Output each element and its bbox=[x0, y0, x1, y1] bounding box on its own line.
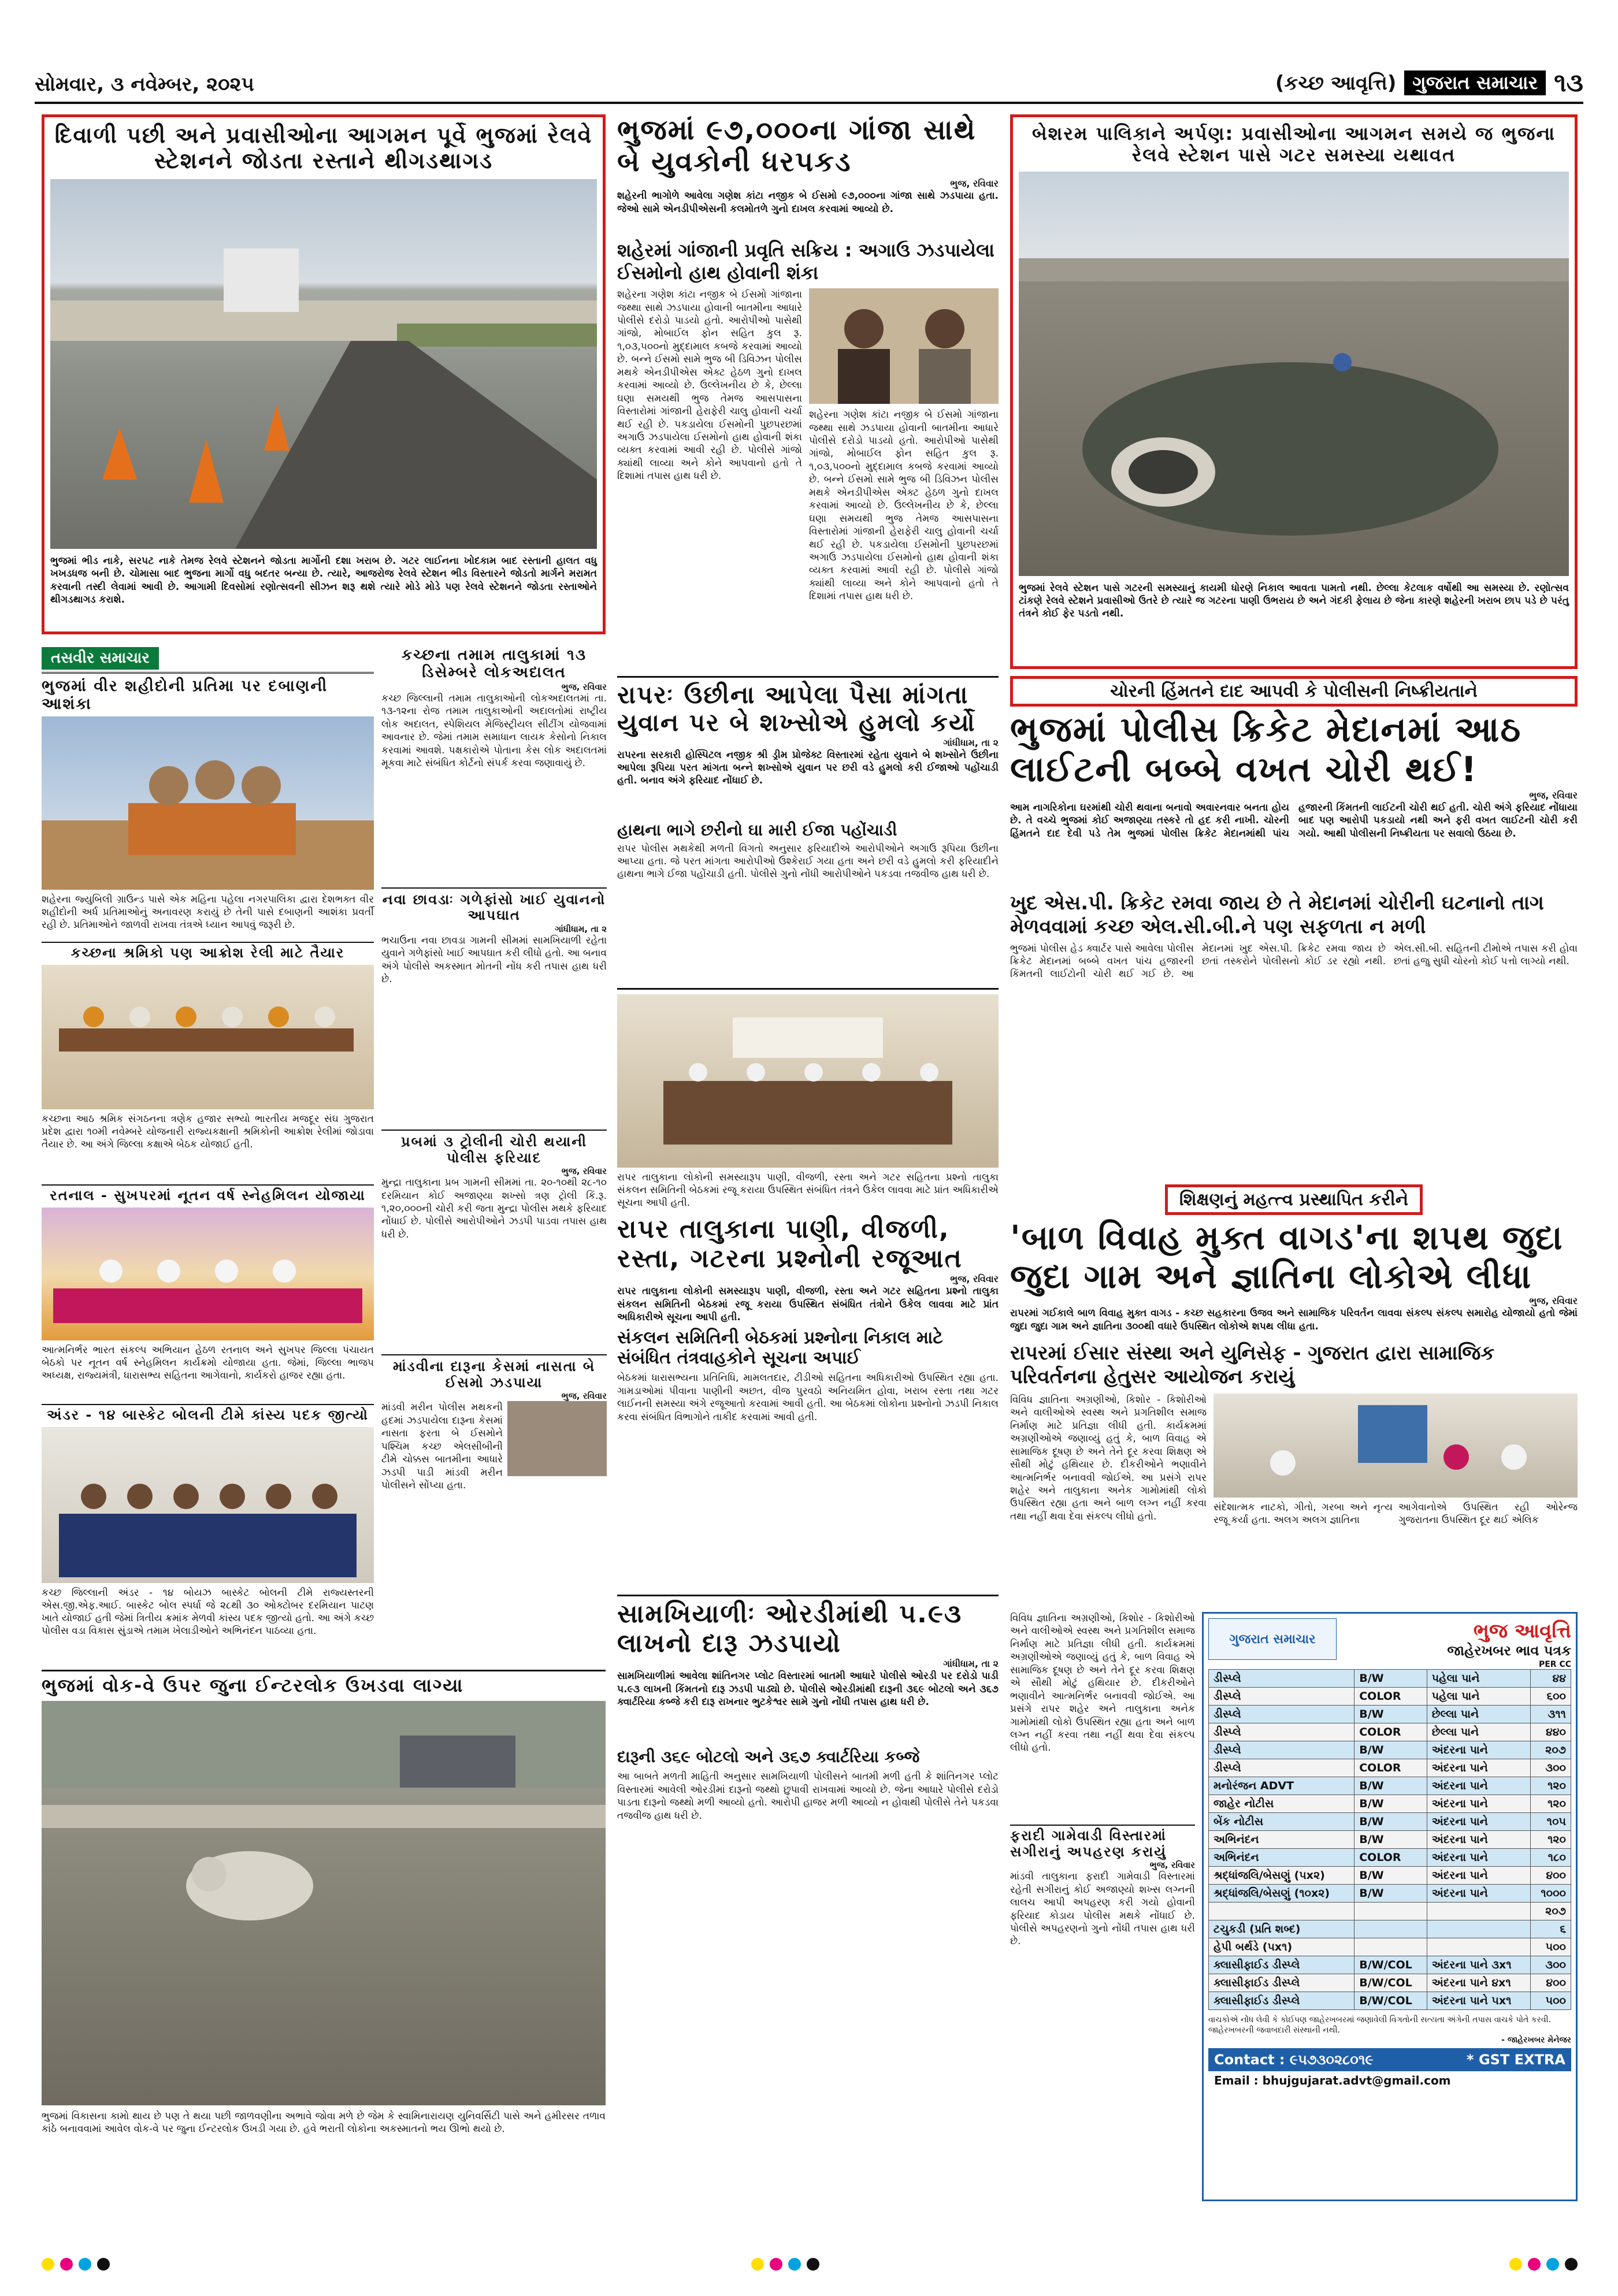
story8-dateline: ભુજ, રવિવાર bbox=[1529, 1295, 1578, 1307]
brand-name: ગુજરાત સમાચાર bbox=[1404, 70, 1546, 95]
ad-rate-row bbox=[1209, 1903, 1571, 1920]
ad-rate-cell bbox=[1427, 1920, 1530, 1938]
ad-rate-cell: ડીસ્પ્લે bbox=[1209, 1706, 1354, 1723]
story6-photo-caption: રાપર તાલુકાના લોકોની સમસ્યારૂપ પાણી, વીજળી, રસ્તા અને ગટર સહિતના પ્રશ્નો તાલુકા સંકલન સમિતિની બેઠકમાં રજૂ કરાયા ઉપસ્થિત સંબંધિત તંત્રને ઉકેલ લાવવા માટે પ્રાંત અધિકારીએ સૂચના આપી હતી. bbox=[617, 1172, 999, 1209]
ad-rate-row bbox=[1209, 1723, 1571, 1741]
story8-photo-caption: સંદેશાત્મક નાટકો, ગીતો, ગરબા અને નૃત્ય રજૂ કર્યા હતા. અલગ અલગ જ્ઞાતિના bbox=[1214, 1501, 1393, 1526]
story-rapar-assault bbox=[617, 676, 999, 982]
registration-marks-right bbox=[1509, 2258, 1583, 2273]
story2-body-cont: શહેરના ગણેશ કાંટા નજીક બે ઈસમો ગાંજાના જથ્થા સાથે ઝડપાયા હોવાની બાતમીના આધારે પોલીસે દરોડો પાડયો હતો. આરોપીઓ પાસેથી ગાંજો, મોબાઈલ ફોન સહિત કુલ રૂ. ૧,૦૩,૫૦૦નો મુદ્દામાલ કબજે કરવામાં આવ્યો છે. બન્ને ઈસમો સામે ભુજ બી ડિવિઝન પોલીસ મથકે એનડીપીએસ એક્ટ હેઠળ ગુનો દાખલ કરવામાં આવ્યો છે. ઉલ્લેખનીય છે કે, છેલ્લા ઘણા સમયથી ભુજ તેમજ આસપાસના વિસ્તારોમાં ગાંજાની હેરાફેરી ચાલુ હોવાની ચર્ચા થઈ રહી છે. પકડાયેલા ઈસમોની પુછપરછમાં અગાઉ ઝડપાયેલા ઈસમોનો હાથ હોવાની શંકા વ્યક્ત કરવામાં આવી રહી છે. પોલીસે ગાંજો ક્યાંથી લાવ્યા અને કોને આપવાનો હતો તે દિશામાં તપાસ હાથ ધરી છે. bbox=[809, 409, 999, 603]
story8-kicker: શિક્ષણનું મહત્ત્વ પ્રસ્થાપિત કરીને bbox=[1165, 1184, 1423, 1215]
ad-rate-card bbox=[1202, 1612, 1578, 2201]
ad-rate-cell: ૩૦૦ bbox=[1530, 1956, 1571, 1974]
ad-rate-row bbox=[1209, 1831, 1571, 1849]
story6-subhead: સંકલન સમિતિની બેઠકમાં પ્રશ્નોના નિકાલ માટે સંબંધિત તંત્રવાહકોને સૂચના અપાઈ bbox=[617, 1328, 943, 1369]
story4-kicker: ચોરની હિંમતને દાદ આપવી કે પોલીસની નિષ્ક્રીયતાને bbox=[1010, 676, 1578, 707]
ad-rate-cell: અંદરના પાને bbox=[1427, 1885, 1530, 1903]
brief-lok-adalat bbox=[381, 647, 607, 883]
ad-rate-cell: અંદરના પાને bbox=[1427, 1831, 1530, 1849]
black-mark bbox=[807, 2258, 819, 2271]
ad-rate-cell: અંદરના પાને bbox=[1427, 1759, 1530, 1777]
ad-rate-row bbox=[1209, 1759, 1571, 1777]
story2-intro: શહેરની ભાગોળે આવેલા ગણેશ કાંટા નજીક બે ઈસમો ૯૭,૦૦૦ના ગાંજા સાથે ઝડપાયા હતા. જેઓ સામે એનડીપીએસની કલમોતળે ગુનો દાખલ કરવામાં આવ્યો છે. bbox=[617, 190, 999, 215]
tasveer-basketball bbox=[42, 1404, 374, 1658]
ad-contact-label: Contact : bbox=[1214, 2052, 1285, 2068]
new-year-meet-photo bbox=[42, 1208, 374, 1340]
story7-headline: સામખિયાળીઃ ઓરડીમાંથી ૫.૯૩ લાખનો દારૂ ઝડપાયો bbox=[617, 1599, 963, 1658]
brief4-dateline: ભુજ, રવિવાર bbox=[561, 1391, 607, 1402]
ad-rate-cell: COLOR bbox=[1354, 1688, 1427, 1706]
ad-rate-cell: ડીસ્પ્લે bbox=[1209, 1670, 1354, 1688]
tasveer3-caption: આત્મનિર્ભર ભારત સંકલ્પ અભિયાન હેઠળ રતનાલ અને સુખપર જિલ્લા પંચાયત બેઠકો પર નૂતન વર્ષ સ્નેહમિલન કાર્યક્રમો યોજાયા હતા. જેમાં, જિલ્લા ભાજપ અધ્યક્ષ, રાજ્યમંત્રી, ધારાસભ્ય સહિતના આગેવાનો, કાર્યકરો હાજર રહ્યા હતા. bbox=[42, 1344, 374, 1381]
road-repair-photo bbox=[50, 179, 597, 549]
ad-rate-cell: અભિનંદન bbox=[1209, 1831, 1354, 1849]
story5-body: રાપરના સરકારી હોસ્પિટલ નજીક શ્રી ડ્રીમ પ્રોજેક્ટ વિસ્તારમાં રહેતા યુવાને બે શખ્સોને ઉછીના આપેલા રૂપિયા પરત માંગતા બન્ને શખ્સોએ યુવાન પર છરી વડે હુમલો કરી ઈજાઓ પહોંચાડી હતી. બનાવ અંગે ફરિયાદ નોંધાઈ છે. bbox=[617, 749, 999, 787]
accused-photo-small bbox=[507, 1401, 607, 1476]
story7-subhead: દારૂની ૩૬૯ બોટલો અને ૩૬૭ ક્વાર્ટરિયા કબ્જે bbox=[617, 1747, 920, 1767]
brief-suicide bbox=[381, 887, 607, 1125]
ad-rate-cell: ૫૦૦ bbox=[1530, 1938, 1571, 1956]
ad-rate-cell: ૬૦૦ bbox=[1530, 1688, 1571, 1706]
ad-rate-cell: ડીસ્પ્લે bbox=[1209, 1759, 1354, 1777]
ad-rate-row bbox=[1209, 1938, 1571, 1956]
brief2-dateline: ગાંધીધામ, તા ૨ bbox=[555, 923, 607, 934]
brief3-headline: પ્રબમાં ૩ ટ્રોલીની ચોરી થયાની પોલીસ ફરિયાદ bbox=[401, 1133, 587, 1166]
ad-rate-cell: જાહેર નોટીસ bbox=[1209, 1795, 1354, 1813]
story9-body: માંડવી તાલુકાના ફરાદી ગામેવાડી વિસ્તારમાં રહેતી સગીરાનું કોઈ અજાણ્યો શખ્સ લગ્નની લાલચ આપી અપહરણ કરી ગયો હોવાની ફરિયાદ કોડાય પોલીસ મથકે નોંધાઈ છે. પોલીસે અપહરણનો ગુનો નોંધી તપાસ હાથ ધરી છે. bbox=[1010, 1871, 1195, 1948]
ad-rate-cell: ક્લાસીફાઈડ ડીસ્પ્લે bbox=[1209, 1974, 1354, 1992]
ad-rate-cell: ૧૨૦ bbox=[1530, 1795, 1571, 1813]
ad-rate-cell: B/W/COL bbox=[1354, 1974, 1427, 1992]
ad-rate-cell: B/W bbox=[1354, 1670, 1427, 1688]
basketball-team-photo bbox=[42, 1427, 374, 1583]
ad-rate-cell: ૪૦૦ bbox=[1530, 1867, 1571, 1885]
ad-rate-cell: ૧૨૦ bbox=[1530, 1777, 1571, 1795]
ad-rate-table bbox=[1208, 1669, 1571, 2010]
ad-rate-cell: B/W bbox=[1354, 1741, 1427, 1759]
ad-rate-row bbox=[1209, 1849, 1571, 1867]
ad-title: ભુજ આવૃત્તિ bbox=[1473, 1619, 1571, 1643]
story9-headline: ફરાદી ગામેવાડી વિસ્તારમાં સગીરાનું અપહરણ કરાયું bbox=[1010, 1827, 1167, 1860]
ad-rate-cell bbox=[1354, 1920, 1427, 1938]
walkway-photo bbox=[42, 1701, 606, 2105]
ad-rate-row bbox=[1209, 1741, 1571, 1759]
story1-headline: દિવાળી પછી અને પ્રવાસીઓના આગમન પૂર્વે ભુજમાં રેલવે સ્ટેશનને જોડતા રસ્તાને થીગડથાગડ bbox=[54, 122, 593, 173]
ad-rate-cell: ૨૦૭ bbox=[1530, 1903, 1571, 1920]
ad-gst: * GST EXTRA bbox=[1467, 2052, 1565, 2068]
brief4-body: માંડવી મરીન પોલીસ મથકની હદમાં ઝડપાયેલા દારૂના કેસમાં નાસતા ફરતા બે ઈસમોને પશ્ચિમ કચ્છ એલસીબીની ટીમે ચોક્કસ બાતમીના આધારે ઝડપી પાડી માંડવી મરીન પોલીસને સોંપ્યા હતા. bbox=[381, 1402, 503, 1491]
ad-rate-cell: ૨૦૭ bbox=[1530, 1741, 1571, 1759]
ad-rate-cell: હેપી બર્થડે (૫x૧) bbox=[1209, 1938, 1354, 1956]
ad-rate-row bbox=[1209, 1688, 1571, 1706]
ad-rate-cell: ૩૧૧ bbox=[1530, 1706, 1571, 1723]
story8-headline: 'બાળ વિવાહ મુક્ત વાગડ'ના શપથ જુદા જુદા ગામ અને જ્ઞાતિના લોકોએ લીધા bbox=[1010, 1218, 1564, 1296]
ad-rate-cell bbox=[1354, 1938, 1427, 1956]
story8-photo-caption2: આગેવાનોએ ઉપસ્થિત રહી ઓરેન્જ ગુજરાતના ઉપસ્થિત દૂર થઈ એલિક bbox=[1398, 1501, 1578, 1526]
story8-continued bbox=[1010, 1612, 1195, 1948]
black-mark bbox=[97, 2258, 110, 2271]
story2-subhead: શહેરમાં ગાંજાની પ્રવૃતિ સક્રિય : અગાઉ ઝડપાયેલા ઈસમોનો હાથ હોવાની શંકા bbox=[617, 239, 994, 284]
masthead bbox=[1275, 68, 1583, 98]
story5-body2: રાપર પોલીસ મથકેથી મળતી વિગતો અનુસાર ફરિયાદીએ આરોપીઓને અગાઉ રૂપિયા ઉછીના આપ્યા હતા. જે પરત માંગતા આરોપીઓ ઉશ્કેરાઈ ગયા હતા અને છરી વડે હુમલો કરી ફરિયાદીને હાથના ભાગે ઈજા પહોંચાડી હતી. પોલીસે ગુનો નોંધી આરોપીઓને પકડવા તજવીજ હાથ ધરી છે. bbox=[617, 842, 999, 880]
story2-headline: ભુજમાં ૯૭,૦૦૦ના ગાંજા સાથે બે યુવકોની ધરપકડ bbox=[617, 114, 977, 179]
ad-rate-cell bbox=[1354, 1903, 1427, 1920]
magenta-mark bbox=[1528, 2258, 1541, 2271]
ad-rate-cell: B/W bbox=[1354, 1777, 1427, 1795]
ad-rate-cell: B/W bbox=[1354, 1867, 1427, 1885]
ad-rate-cell: પહેલા પાને bbox=[1427, 1670, 1530, 1688]
story7-dateline: ગાંધીધામ, તા ૨ bbox=[943, 1658, 999, 1670]
ad-per-cc: PER CC bbox=[1538, 1660, 1571, 1669]
ad-email-label: Email : bbox=[1214, 2074, 1259, 2088]
ad-rate-cell: અંદરના પાને bbox=[1427, 1741, 1530, 1759]
ad-rate-cell: પહેલા પાને bbox=[1427, 1688, 1530, 1706]
ad-note: વાચકોએ નોંધ લેવી કે કોઈપણ જાહેરખબરમાં જણાવેલી વિગતોની સત્યતા અંગેની તપાસ વાચકે પોતે કરવી. જાહેરખબરની જવાબદારી સંસ્થાની નથી. bbox=[1208, 2015, 1552, 2035]
ad-rate-cell: છેલ્લા પાને bbox=[1427, 1723, 1530, 1741]
ad-rate-cell: અંદરના પાને bbox=[1427, 1849, 1530, 1867]
story3-headline: બેશરમ પાલિકાને અર્પણ: પ્રવાસીઓના આગમન સમયે જ ભુજના રેલવે સ્ટેશન પાસે ગટર સમસ્યા યથાવત bbox=[1031, 122, 1556, 166]
ad-rate-cell: શ્રદ્ધાંજલિ/બેસણું (૧૦x૨) bbox=[1209, 1885, 1354, 1903]
ad-rate-cell: ડીસ્પ્લે bbox=[1209, 1741, 1354, 1759]
ad-rate-cell: B/W bbox=[1354, 1885, 1427, 1903]
story8-intro: રાપરમાં ગઈકાલે બાળ વિવાહ મુક્ત વાગડ - કચ્છ સહકારના ઉજવ અને સામાજિક પરિવર્તન લાવવા સંકલ્પ સંકલ્પ સમારોહ યોજાયો હતો જેમાં જુદા જુદા ગામ અને જ્ઞાતિના ૩૦૦થી વધારે ઉપસ્થિત લોકોએ શપથ લીધા હતા. bbox=[1010, 1307, 1578, 1332]
brief2-body: ભચાઉના નવા છાવડા ગામની સીમમાં સામખિયાળી રહેતા યુવાને ગળેફાંસો ખાઈ આપઘાત કરી લીધો હતો. આ બનાવ અંગે પોલીસે અકસ્માત મોતની નોંધ કરી તપાસ હાથ ધરી છે. bbox=[381, 934, 607, 986]
pledge-photo bbox=[1214, 1394, 1578, 1498]
ad-rate-row bbox=[1209, 1885, 1571, 1903]
brief-liquor-case bbox=[381, 1354, 607, 1569]
story4-body2: ભુજમાં પોલીસ હેડ ક્વાર્ટર પાસે આવેલા પોલીસ ક્રિકેટ મેદાનમાં બબ્બે વખત પાંચ હજારની કિંમતની લાઈટોની ચોરી થઈ ગઈ છે. આ મેદાનમાં ખુદ એસ.પી. ક્રિકેટ રમવા જાય છે છતાં તસ્કરોને પોલીસનો કોઈ ડર રહ્યો નથી. એલ.સી.બી. સહિતની ટીમોએ તપાસ કરી હોવા છતાં હજુ સુધી ચોરનો કોઈ પત્તો લાગ્યો નથી. bbox=[1010, 942, 1578, 980]
ad-rate-cell: મનોરંજન ADVT bbox=[1209, 1777, 1354, 1795]
tasveer2-headline: કચ્છના શ્રમિકો પણ આક્રોશ રેલી માટે તૈયાર bbox=[42, 942, 374, 961]
ad-rate-cell: COLOR bbox=[1354, 1759, 1427, 1777]
story-gutter-problem bbox=[1010, 114, 1578, 669]
story1-caption: ભુજમાં ભીડ નાકે, સરપટ નાકે તેમજ રેલવે સ્ટેશનને જોડતા માર્ગોની દશા ખરાબ છે. ગટર લાઈનના ખોદકામ બાદ રસ્તાની હાલત વધુ ખખડધજ બની છે. ચોમાસા બાદ ભુજના માર્ગો વધુ બદતર બન્યા છે. ત્યારે, આજરોજ રેલવે સ્ટેશન ભીડ વિસ્તારને જોડતો માર્ગને મરામત કરવાની તસ્દી લેવામાં આવી છે. આગામી દિવસોમાં રણોત્સવની સીઝન શરૂ થશે ત્યારે મોડે મોડે પણ રેલવે સ્ટેશનને જોડતા રસ્તાઓને થીગડથાગડ કરાશે. bbox=[50, 555, 597, 605]
page-number: ૧૩ bbox=[1554, 68, 1583, 98]
story7-body: સામખિયાળીમાં આવેલા શાંતિનગર પ્લોટ વિસ્તારમાં બાતમી આધારે પોલીસે ઓરડી પર દરોડો પાડી ૫.૯૩ લાખની કિંમતનો દારૂ ઝડપી પાડ્યો છે. પોલીસે ઓરડીમાંથી દારૂની ૩૬૯ બોટલો અને ૩૬૭ ક્વાર્ટરિયા કબ્જે કરી દારૂ રાખનાર ભુટકેશ્વર સામે ગુનો નોંધી તપાસ હાથ ધરી છે. bbox=[617, 1670, 999, 1708]
yellow-mark bbox=[751, 2258, 764, 2271]
magenta-mark bbox=[60, 2258, 73, 2271]
story-child-marriage-pledge bbox=[1010, 1184, 1578, 1600]
story8-body-cont: વિવિધ જ્ઞાતિના અગ્રણીઓ, કિશોર - કિશોરીઓ અને વાલીઓએ સ્વસ્થ અને પ્રગતિશીલ સમાજ નિર્માણ માટે પ્રતિજ્ઞા લીધી હતી. કાર્યક્રમમાં અગ્રણીઓએ જણાવ્યું હતું કે, બાળ વિવાહ એ સામાજિક દૂષણ છે અને તેને દૂર કરવા શિક્ષણ એ સૌથી મોટું હથિયાર છે. દીકરીઓને ભણાવીને આત્મનિર્ભર બનાવવી જોઈએ. આ પ્રસંગે રાપર શહેર અને તાલુકાના અનેક ગામોમાંથી લોકો ઉપસ્થિત રહ્યા હતા અને બાળ લગ્ન નહીં કરવા તથા નહીં થવા દેવા સંકલ્પ લીધો હતો. bbox=[1010, 1613, 1195, 1754]
ad-rate-cell: ૧૮૦ bbox=[1530, 1849, 1571, 1867]
ad-rate-cell: બેંક નોટીસ bbox=[1209, 1813, 1354, 1831]
story8-subhead: રાપરમાં ઈસાર સંસ્થા અને યુનિસેફ - ગુજરાત દ્વારા સામાજિક પરિવર્તનના હેતુસર આયોજન કરાયું bbox=[1010, 1342, 1495, 1389]
registration-marks-center bbox=[751, 2258, 825, 2273]
story5-headline: રાપરઃ ઉછીના આપેલા પૈસા માંગતા યુવાન પર બે શખ્સોએ હુમલો કર્યો bbox=[617, 681, 976, 737]
story6-headline: રાપર તાલુકાના પાણી, વીજળી, રસ્તા, ગટરના પ્રશ્નોની રજૂઆત bbox=[617, 1214, 963, 1273]
story3-caption: ભુજમાં રેલવે સ્ટેશન પાસે ગટરની સમસ્યાનું કાયમી ધોરણે નિકાલ આવતા પામતો નથી. છેલ્લા કેટલાક વર્ષોથી આ સમસ્યા છે. રણોત્સવ ટાંકણે રેલવે સ્ટેશને પ્રવાસીઓ ઉતરે છે ત્યારે જ ગટરના પાણી ઉભરાય છે અને ગંદકી ફેલાય છે જેના કારણે શહેરની ખરાબ છાપ પડે છે પરંતુ તંત્રને કોઈ ફેર પડતો નથી. bbox=[1019, 582, 1569, 619]
ad-rate-cell: ૧૨૦ bbox=[1530, 1831, 1571, 1849]
story-ganja-arrest bbox=[617, 114, 999, 669]
tasveer-tag: તસવીર સમાચાર bbox=[42, 647, 159, 670]
ad-rate-cell: શ્રદ્ધાંજલિ/બેસણું (૫x૨) bbox=[1209, 1867, 1354, 1885]
story5-subhead: હાથના ભાગે છરીનો ઘા મારી ઈજા પહોંચાડી bbox=[617, 820, 897, 839]
story4-dateline: ભુજ, રવિવાર bbox=[1529, 790, 1578, 801]
ad-rate-cell: ૫૦૦ bbox=[1530, 1992, 1571, 2010]
story6-dateline: ભુજ, રવિવાર bbox=[950, 1273, 999, 1285]
ad-rate-cell: ૧૦૦૦ bbox=[1530, 1885, 1571, 1903]
tasveer-caption: શહેરના જ્યુબિલી ગ્રાઉન્ડ પાસે એક મહિના પહેલા નગરપાલિકા દ્વારા દેશભક્ત વીર શહીદોની અર્ધ પ્રતિમાઓનું અનાવરણ કરાયું છે તેની પાસે દબાણની આશંકા પ્રવર્તી રહી છે. પ્રતિમાઓને જાળવી રાખવા તંત્રએ ધ્યાન આપવું જરૂરી છે. bbox=[42, 894, 374, 931]
meeting-hall-photo bbox=[617, 994, 999, 1168]
tasveer-workers-rally bbox=[42, 942, 374, 1179]
ad-rate-cell: ૪૪ bbox=[1530, 1670, 1571, 1688]
tasveer-headline: ભુજમાં વીર શહીદોની પ્રતિમા પર દબાણની આશંકા bbox=[42, 677, 328, 714]
ad-rate-cell: ૪૦૦ bbox=[1530, 1974, 1571, 1992]
brief1-body: કચ્છ જિલ્લાની તમામ તાલુકાઓની લોકઅદાલતમાં તા. ૧૩-૧૨ના રોજ તમામ તાલુકાઓની અદાલતોમાં રાષ્ટ્રીય લોક અદાલત, સ્પેશિયલ મેજિસ્ટ્રીયલ સીટીંગ યોજવામાં આવનાર છે. જેમાં તમામ સમાધાન લાયક કેસોનો નિકાલ કરવામાં આવશે. પક્ષકારોએ પોતાના કેસ લોક અદાલતમાં મૂકવા માટે સંબંધિત કોર્ટનો સંપર્ક કરવા જણાવાયું છે. bbox=[381, 692, 607, 769]
ad-rate-cell: ડીસ્પ્લે bbox=[1209, 1723, 1354, 1741]
story8-body: વિવિધ જ્ઞાતિના અગ્રણીઓ, કિશોર - કિશોરીઓ અને વાલીઓએ સ્વસ્થ અને પ્રગતિશીલ સમાજ નિર્માણ માટે પ્રતિજ્ઞા લીધી હતી. કાર્યક્રમમાં અગ્રણીઓએ જણાવ્યું હતું કે, બાળ વિવાહ એ સામાજિક દૂષણ છે અને તેને દૂર કરવા શિક્ષણ એ સૌથી મોટું હથિયાર છે. દીકરીઓને ભણાવીને આત્મનિર્ભર બનાવવી જોઈએ. આ પ્રસંગે રાપર શહેર અને તાલુકાના અનેક ગામોમાંથી લોકો ઉપસ્થિત રહ્યા હતા અને બાળ લગ્ન નહીં કરવા તથા નહીં થવા દેવા સંકલ્પ લીધો હતો. bbox=[1010, 1394, 1207, 1522]
workers-meeting-photo bbox=[42, 965, 374, 1109]
story2-dateline: ભુજ, રવિવાર bbox=[950, 178, 999, 190]
ad-rate-cell: ૩૦૦ bbox=[1530, 1759, 1571, 1777]
brief3-body: મુન્દ્રા તાલુકાના પ્રબ ગામની સીમમાં તા. ૨૦-૧૦થી ૨૮-૧૦ દરમિયાન કોઈ અજાણ્યા શખ્સો ત્રણ ટ્રોલી કિં.રૂ. ૧,૨૦,૦૦૦ની ચોરી કરી જતા મુન્દ્રા પોલીસ મથકે ફરિયાદ નોંધાઈ છે. પોલીસે આરોપીઓને ઝડપી પાડવા તપાસ હાથ ધરી છે. bbox=[381, 1177, 607, 1240]
ad-rate-cell: B/W bbox=[1354, 1706, 1427, 1723]
cyan-mark bbox=[1546, 2258, 1559, 2271]
ad-rate-cell: B/W/COL bbox=[1354, 1992, 1427, 2010]
ad-manager: - જાહેરખબર મેનેજર bbox=[1501, 2035, 1571, 2045]
registration-marks-left bbox=[42, 2258, 116, 2273]
ad-rate-cell: અભિનંદન bbox=[1209, 1849, 1354, 1867]
story-rapar-issues bbox=[617, 988, 999, 1589]
edition-label: (કચ્છ આવૃત્તિ) bbox=[1275, 71, 1397, 95]
story-walkway-interlock bbox=[42, 1670, 606, 2183]
cyan-mark bbox=[788, 2258, 801, 2271]
brief1-headline: કચ્છના તમામ તાલુકામાં ૧૩ ડિસેમ્બરે લોકઅદાલત bbox=[401, 647, 587, 681]
story4-body: આમ નાગરિકોના ઘરમાંથી ચોરી થવાના બનાવો અવારનવાર બનતા હોય છે. તે વચ્ચે ભુજમાં કોઈ અજાણ્યા તસ્કરે તો હદ કરી નાખી. ચોરની હિંમતને દાદ દેવી પડે તેમ ભુજમાં પોલીસ ક્રિકેટ મેદાનમાંથી પાંચ હજારની કિંમતની લાઈટની ચોરી થઈ હતી. ચોરી અંગે ફરિયાદ નોંધાયા બાદ પણ આરોપી પકડાયો નથી અને ફરી વખત લાઈટની ચોરી કરી ગયો. આથી પોલીસની નિષ્ક્રીયતા પર સવાલો ઉઠયા છે. bbox=[1010, 802, 1578, 839]
newspaper-logo: ગુજરાત સમાચાર bbox=[1208, 1618, 1337, 1660]
brief2-headline: નવા છાવડાઃ ગળેફાંસો ખાઈ યુવાનનો આપઘાત bbox=[382, 891, 606, 924]
ad-rate-cell: અંદરના પાને ૫x૧ bbox=[1427, 1992, 1530, 2010]
tasveer2-caption: કચ્છના આઠ શ્રમિક સંગઠનના ત્રણેક હજાર સભ્યો ભારતીય મજદૂર સંઘ ગુજરાત પ્રદેશ દ્વારા ૧૦મી નવેમ્બરે યોજનારી રાજ્યકક્ષાની શ્રમિકોની આક્રોશ રેલીમાં જોડાવા તૈયાર છે. આ અંગે જિલ્લા કક્ષાએ બેઠક યોજાઈ હતી. bbox=[42, 1113, 374, 1150]
ad-rate-cell: ક્લાસીફાઈડ ડીસ્પ્લે bbox=[1209, 1956, 1354, 1974]
ad-rate-cell: અંદરના પાને bbox=[1427, 1777, 1530, 1795]
ad-rate-row bbox=[1209, 1920, 1571, 1938]
story5-dateline: ગાંધીધામ, તા ૨ bbox=[943, 737, 999, 748]
story6-body: બેઠકમાં ધારાસભ્યના પ્રતિનિધિ, મામલતદાર, ટીડીઓ સહિતના અધિકારીઓ ઉપસ્થિત રહ્યા હતા. ગામડાઓમાં પીવાના પાણીની અછત, વીજ પુરવઠો અનિયમિત હોવા, ખરાબ રસ્તા તથા ગટર લાઈનની સમસ્યા અંગે રજૂઆતો કરવામાં આવી હતી. આ બેઠકમાં લોકોના પ્રશ્નોનો ઝડપી નિકાલ કરવા સંબંધિત વિભાગોને તાકીદ કરવામાં આવી હતી. bbox=[617, 1372, 999, 1423]
ad-rate-row bbox=[1209, 1777, 1571, 1795]
ad-rate-cell: અંદરના પાને bbox=[1427, 1813, 1530, 1831]
yellow-mark bbox=[1509, 2258, 1522, 2271]
black-mark bbox=[1565, 2258, 1578, 2271]
story10-caption: ભુજમાં વિકાસના કામો થાય છે પણ તે થયા પછી જાળવણીના અભાવે જોવા મળે છે જેમ કે સ્વામિનારાયણ યુનિવર્સિટી પાસે અને હમીરસર તળાવ કાંઠે બનાવવામાં આવેલ વોક-વે પર જુના ઈન્ટરલોક ઉખડી ગયા છે. હવે ભરાતી લોકોના અકસ્માતનો ભય ઊભો થયો છે. bbox=[42, 2110, 606, 2135]
accused-photo bbox=[809, 288, 999, 404]
ad-rate-row bbox=[1209, 1670, 1571, 1688]
ad-subtitle: જાહેરખબર ભાવ પત્રક bbox=[1447, 1643, 1571, 1659]
gutter-photo bbox=[1019, 172, 1569, 576]
ad-rate-cell: COLOR bbox=[1354, 1723, 1427, 1741]
story4-subhead: ખુદ એસ.પી. ક્રિકેટ રમવા જાય છે તે મેદાનમાં ચોરીની ઘટનાનો તાગ મેળવવામાં કચ્છ એલ.સી.બી.ને પણ સફળતા ન મળી bbox=[1010, 891, 1544, 938]
ad-rate-cell: ૬ bbox=[1530, 1920, 1571, 1938]
ad-email-row bbox=[1208, 2071, 1571, 2090]
ad-rate-cell: ૧૦૫ bbox=[1530, 1813, 1571, 1831]
ad-rate-cell: B/W bbox=[1354, 1831, 1427, 1849]
cyan-mark bbox=[79, 2258, 91, 2271]
ad-rate-cell: અંદરના પાને bbox=[1427, 1867, 1530, 1885]
ad-rate-cell: ૪૪૦ bbox=[1530, 1723, 1571, 1741]
ad-rate-cell: ટચુકડી (પ્રતિ શબ્દ) bbox=[1209, 1920, 1354, 1938]
ad-rate-cell: અંદરના પાને ૪x૧ bbox=[1427, 1974, 1530, 1992]
ad-rate-cell: છેલ્લા પાને bbox=[1427, 1706, 1530, 1723]
yellow-mark bbox=[42, 2258, 54, 2271]
ad-email[interactable]: bhujgujarat.advt@gmail.com bbox=[1262, 2074, 1451, 2088]
briefs-column bbox=[381, 647, 607, 1658]
story-cricket-ground-theft bbox=[1010, 676, 1578, 1173]
brief-trolley-theft bbox=[381, 1130, 607, 1350]
ad-contact-phone[interactable]: ૯૫૭૩૦૨૮૦૧૯ bbox=[1289, 2052, 1374, 2068]
tasveer-samachar-statues bbox=[42, 647, 374, 936]
header-rule bbox=[35, 102, 1583, 104]
ad-rate-cell: B/W bbox=[1354, 1795, 1427, 1813]
ad-rate-row bbox=[1209, 1706, 1571, 1723]
ad-rate-cell bbox=[1427, 1938, 1530, 1956]
ad-rate-row bbox=[1209, 1813, 1571, 1831]
ad-rate-cell: અંદરના પાને bbox=[1427, 1795, 1530, 1813]
story-kidnapping bbox=[1010, 1825, 1195, 1948]
ad-rate-row bbox=[1209, 1867, 1571, 1885]
story4-headline: ભુજમાં પોલીસ ક્રિકેટ મેદાનમાં આઠ લાઈટની બબ્બે વખત ચોરી થઈ! bbox=[1010, 709, 1522, 790]
ad-rate-row bbox=[1209, 1992, 1571, 2010]
story2-body: શહેરના ગણેશ કાંટા નજીક બે ઈસમો ગાંજાના જથ્થા સાથે ઝડપાયા હોવાની બાતમીના આધારે પોલીસે દરોડો પાડયો હતો. આરોપીઓ પાસેથી ગાંજો, મોબાઈલ ફોન સહિત કુલ રૂ. ૧,૦૩,૫૦૦નો મુદ્દામાલ કબજે કરવામાં આવ્યો છે. બન્ને ઈસમો સામે ભુજ બી ડિવિઝન પોલીસ મથકે એનડીપીએસ એક્ટ હેઠળ ગુનો દાખલ કરવામાં આવ્યો છે. ઉલ્લેખનીય છે કે, છેલ્લા ઘણા સમયથી ભુજ તેમજ આસપાસના વિસ્તારોમાં ગાંજાની હેરાફેરી ચાલુ હોવાની ચર્ચા થઈ રહી છે. પકડાયેલા ઈસમોની પુછપરછમાં અગાઉ ઝડપાયેલા ઈસમોનો હાથ હોવાની શંકા વ્યક્ત કરવામાં આવી રહી છે. પોલીસે ગાંજો ક્યાંથી લાવ્યા અને કોને આપવાનો હતો તે દિશામાં તપાસ હાથ ધરી છે. bbox=[617, 289, 802, 482]
ad-rate-cell: B/W/COL bbox=[1354, 1956, 1427, 1974]
brief1-dateline: ભુજ, રવિવાર bbox=[561, 681, 607, 692]
tasveer4-headline: અંડર - ૧૪ બાસ્કેટ બોલની ટીમે કાંસ્ય પદક જીત્યો bbox=[42, 1404, 374, 1424]
ad-contact-bar bbox=[1208, 2048, 1571, 2071]
ad-rate-cell: ડીસ્પ્લે bbox=[1209, 1688, 1354, 1706]
ad-rate-cell: ક્લાસીફાઈડ ડીસ્પ્લે bbox=[1209, 1992, 1354, 2010]
story-samakhiyali-liquor bbox=[617, 1595, 999, 1993]
ad-rate-row bbox=[1209, 1974, 1571, 1992]
tasveer-new-year-meet bbox=[42, 1184, 374, 1398]
tasveer4-caption: કચ્છ જિલ્લાની અંડર - ૧૪ બોયઝ બાસ્કેટ બોલની ટીમે રાજ્યસ્તરની એસ.જી.એફ.આઈ. બાસ્કેટ બોલ સ્પર્ધા જે ૨૮થી ૩૦ ઓક્ટોબર દરમિયાન પાટણ ખાતે યોજાઈ હતી જેમાં ત્રિતીય ક્રમાંક મેળવી કાંસ્ય પદક જીત્યો હતો. આ અંગે કચ્છ પોલીસ વડા વિકાસ સુંડાએ તમામ ખેલાડીઓને અભિનંદન પાઠવ્યા હતા. bbox=[42, 1587, 374, 1637]
issue-date: સોમવાર, ૩ નવેમ્બર, ૨૦૨૫ bbox=[35, 73, 254, 96]
tasveer3-headline: રતનાલ - સુખપરમાં નૂતન વર્ષ સ્નેહમિલન યોજાયા bbox=[42, 1184, 374, 1204]
statues-photo bbox=[42, 716, 374, 890]
ad-rate-row bbox=[1209, 1795, 1571, 1813]
story9-dateline: ભુજ, રવિવાર bbox=[1149, 1860, 1195, 1871]
story7-body2: આ બાબતે મળતી માહિતી અનુસાર સામખિયાળી પોલીસને બાતમી મળી હતી કે શાંતિનગર પ્લોટ વિસ્તારમાં આવેલી ઓરડીમાં દારૂનો જથ્થો છુપાવી રાખવામાં આવ્યો છે. જેના આધારે પોલીસે દરોડો પાડતા દારૂનો જથ્થો મળી આવ્યો હતો. આરોપી હાજર મળી આવ્યો ન હોવાથી પોલીસે તેને પકડવા તજવીજ હાથ ધરી છે. bbox=[617, 1771, 999, 1822]
ad-rate-cell: અંદરના પાને ૩x૧ bbox=[1427, 1956, 1530, 1974]
brief3-dateline: ભુજ, રવિવાર bbox=[561, 1166, 607, 1177]
brief4-headline: માંડવીના દારૂના કેસમાં નાસતા બે ઈસમો ઝડપાયા bbox=[392, 1358, 596, 1391]
story-railway-road-patchwork bbox=[42, 114, 606, 634]
ad-rate-row bbox=[1209, 1956, 1571, 1974]
ad-rate-cell: COLOR bbox=[1354, 1849, 1427, 1867]
story10-headline: ભુજમાં વોક-વે ઉપર જુના ઈન્ટરલોક ઉખડવા લાગ્યા bbox=[42, 1674, 464, 1696]
ad-rate-cell: B/W bbox=[1354, 1813, 1427, 1831]
story6-intro: રાપર તાલુકાના લોકોની સમસ્યારૂપ પાણી, વીજળી, રસ્તા અને ગટર સહિતના પ્રશ્નો તાલુકા સંકલન સમિતિની બેઠકમાં રજૂ કરાયા ઉપસ્થિત સંબંધિત તંત્રોને ઉકેલ લાવવા માટે પ્રાંત અધિકારીએ સૂચના આપી હતી. bbox=[617, 1286, 999, 1324]
magenta-mark bbox=[770, 2258, 782, 2271]
ad-rate-cell bbox=[1427, 1903, 1530, 1920]
ad-rate-cell bbox=[1209, 1903, 1354, 1920]
